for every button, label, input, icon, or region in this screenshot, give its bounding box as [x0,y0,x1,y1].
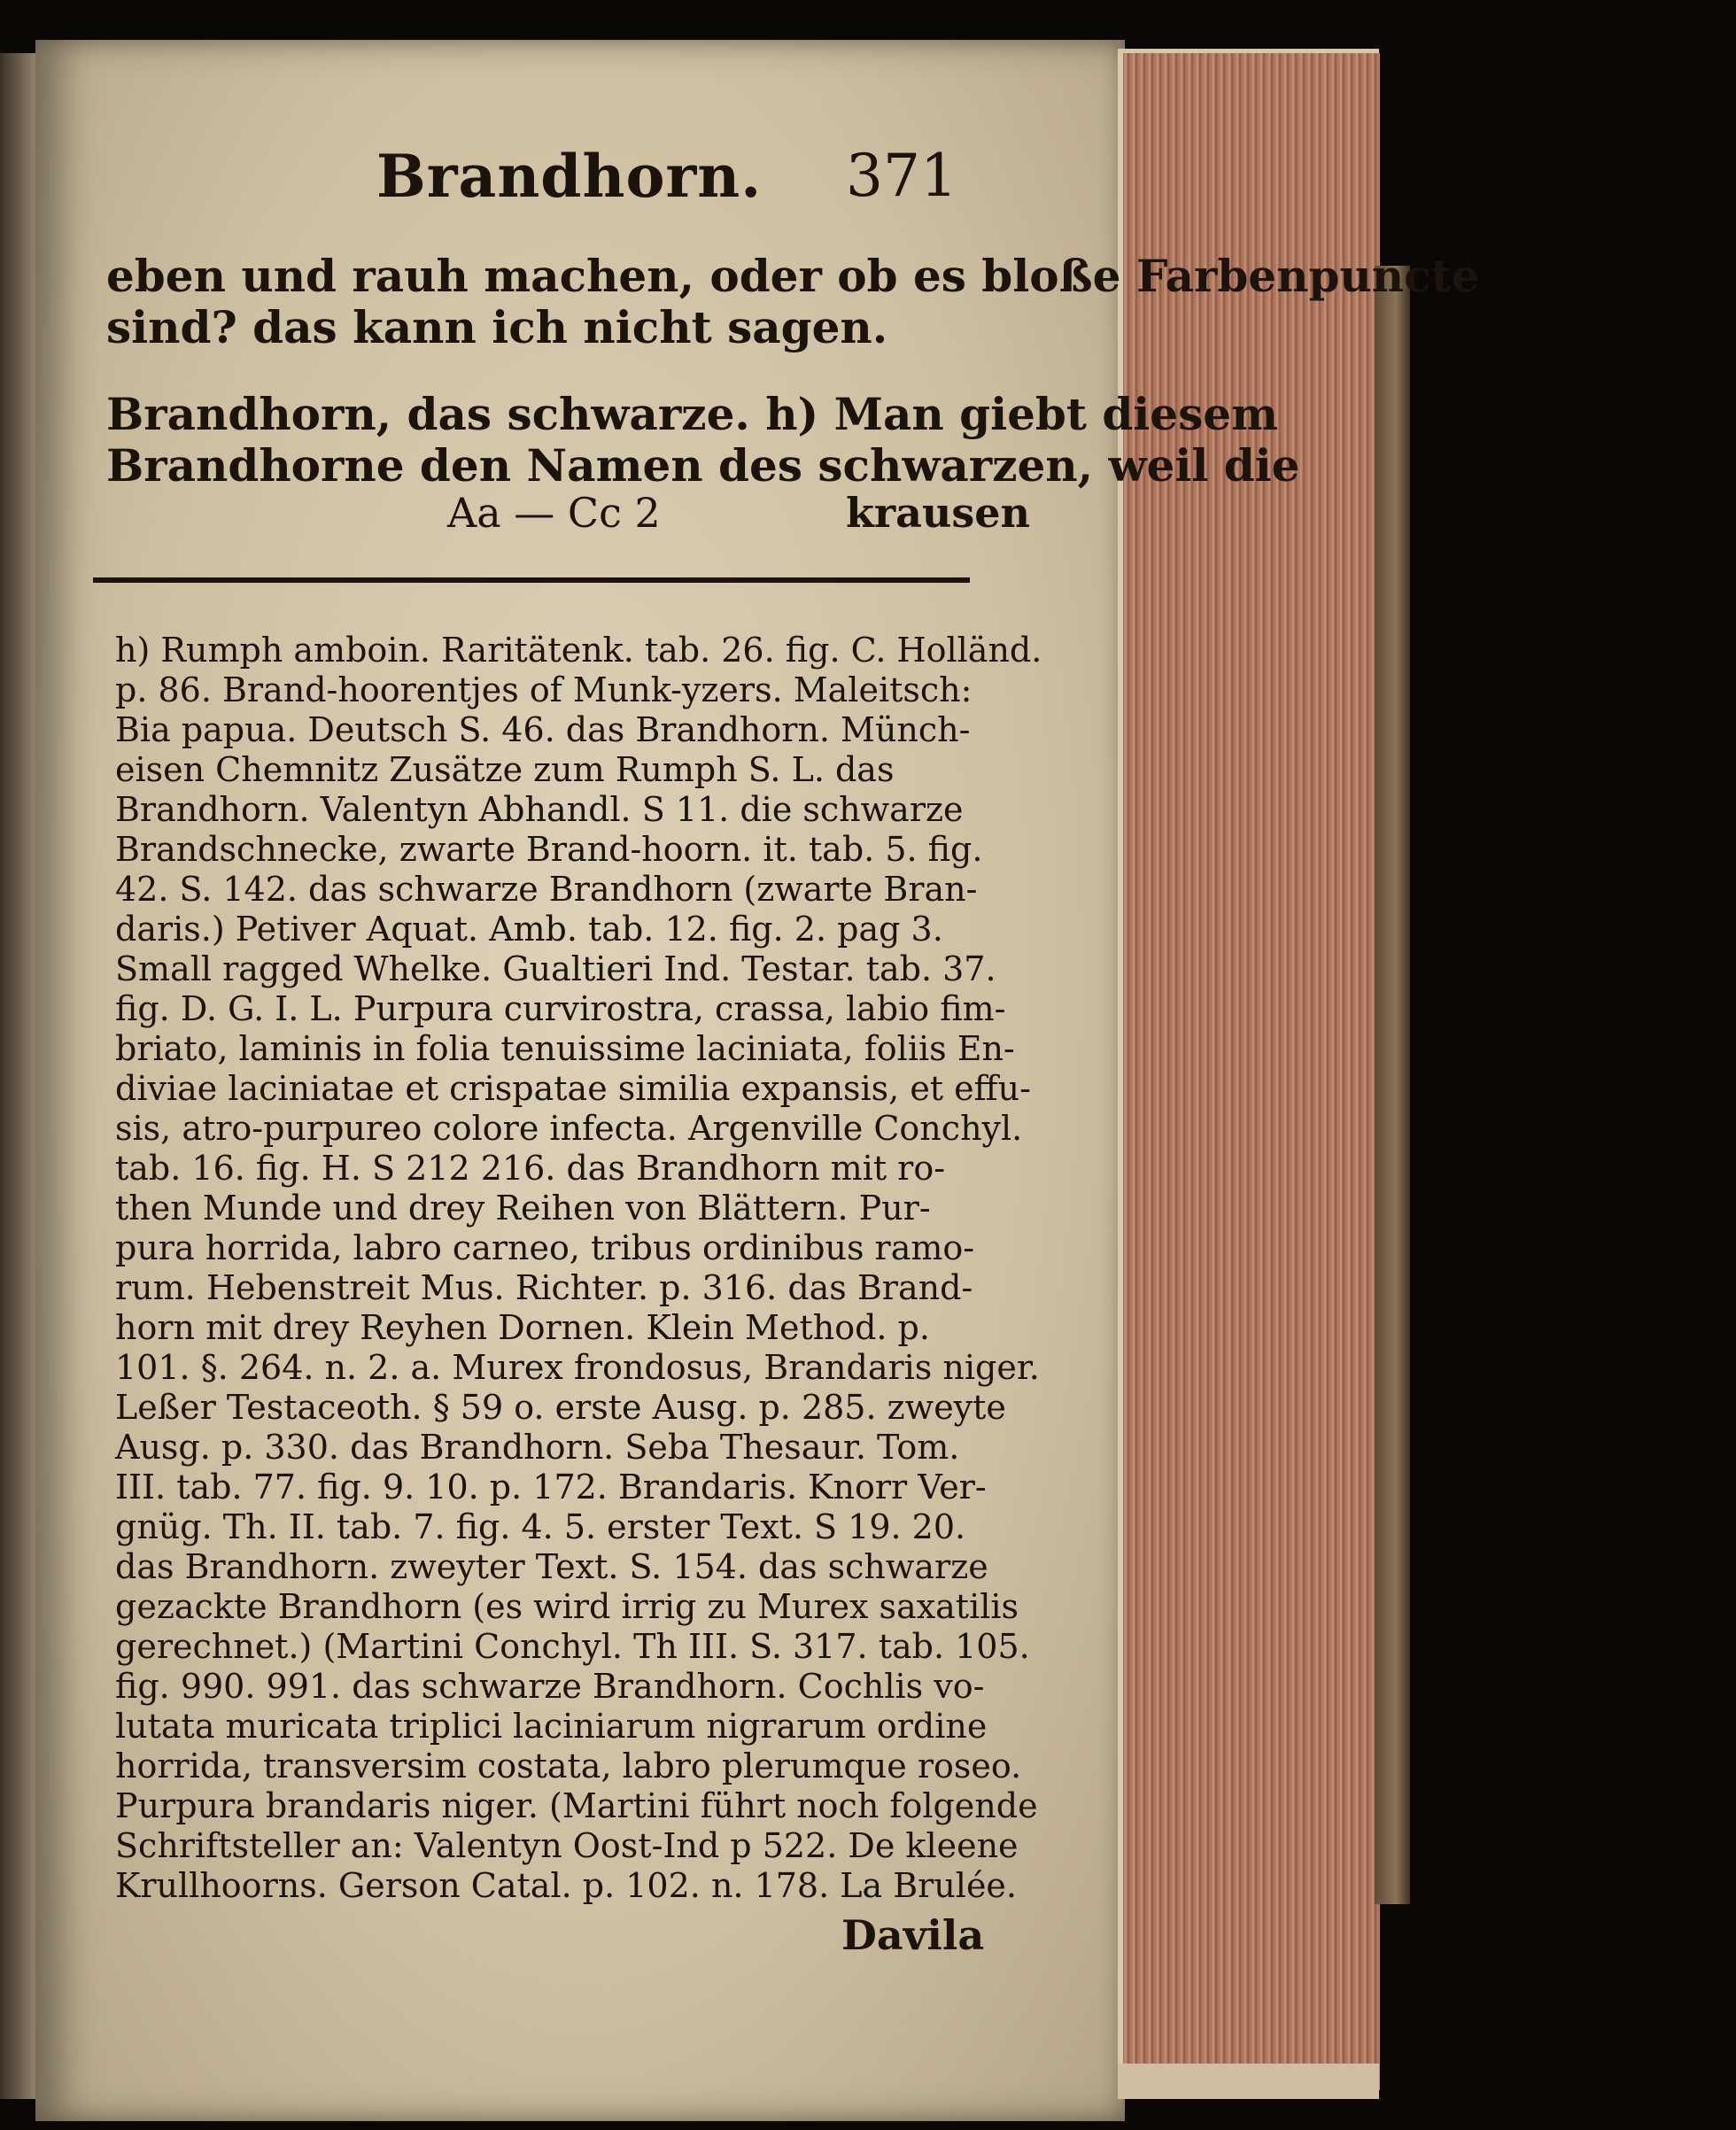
footnote-line: gezackte Brandhorn (es wird irrig zu Murex saxatilis [115,1587,1019,1626]
body-line: sind? das kann ich nicht sagen. [106,301,888,353]
signature-mark: Aa — Cc 2 [447,489,661,537]
page-number: 371 [846,142,957,210]
footnote-line: horrida, transversim costata, labro plerumque roseo. [115,1747,1022,1785]
footnote-line: then Munde und drey Reihen von Blättern. Pur- [115,1189,931,1228]
footnote-line: h) Rumph amboin. Raritätenk. tab. 26. fig. C. Holländ. [115,631,1042,670]
footnote-line: p. 86. Brand-hoorentjes of Munk-yzers. Maleitsch: [115,670,973,709]
footnote-line: tab. 16. fig. H. S 212 216. das Brandhorn mit ro- [115,1149,946,1188]
footnote-rule [93,577,970,583]
body-line: Brandhorne den Namen des schwarzen, weil die [106,439,1300,492]
body-line: eben und rauh machen, oder ob es bloße Farbenpuncte [106,250,1480,302]
footnote-line: fig. 990. 991. das schwarze Brandhorn. Cochlis vo- [115,1667,985,1706]
running-head: Brandhorn. [376,142,763,211]
footnote-line: eisen Chemnitz Zusätze zum Rumph S. L. das [115,750,895,789]
footnote-line: Brandhorn. Valentyn Abhandl. S 11. die schwarze [115,790,964,829]
footnote-line: Brandschnecke, zwarte Brand-hoorn. it. tab. 5. fig. [115,830,983,869]
footnote-line: rum. Hebenstreit Mus. Richter. p. 316. das Brand- [115,1268,973,1307]
footnote-catchword: Davila [841,1911,985,1959]
footnote-line: Small ragged Whelke. Gualtieri Ind. Testar. tab. 37. [115,949,996,988]
footnote-line: Bia papua. Deutsch S. 46. das Brandhorn. Münch- [115,710,971,749]
footnote-line: diviae laciniatae et crispatae similia expansis, et effu- [115,1069,1031,1108]
footnote-line: sis, atro-purpureo colore infecta. Argenville Conchyl. [115,1109,1023,1148]
footnote-line: III. tab. 77. fig. 9. 10. p. 172. Brandaris. Knorr Ver- [115,1468,987,1506]
footnote-line: lutata muricata triplici laciniarum nigrarum ordine [115,1707,988,1746]
footnote-line: gerechnet.) (Martini Conchyl. Th III. S. 317. tab. 105. [115,1627,1030,1666]
footnote-line: briato, laminis in folia tenuissime laciniata, foliis En- [115,1029,1015,1068]
footnote-line: gnüg. Th. II. tab. 7. fig. 4. 5. erster Text. S 19. 20. [115,1507,966,1546]
footnote-line: pura horrida, labro carneo, tribus ordinibus ramo- [115,1228,975,1267]
catchword: krausen [846,489,1030,537]
footnote-line: Ausg. p. 330. das Brandhorn. Seba Thesaur. Tom. [115,1428,960,1467]
footnote-line: 42. S. 142. das schwarze Brandhorn (zwarte Bran- [115,870,978,909]
footnote-line: horn mit drey Reyhen Dornen. Klein Method. p. [115,1308,930,1347]
footnote-line: Leßer Testaceoth. § 59 o. erste Ausg. p. 285. zweyte [115,1388,1006,1427]
footnote-line: das Brandhorn. zweyter Text. S. 154. das schwarze [115,1547,988,1586]
body-line: Brandhorn, das schwarze. h) Man giebt diesem [106,388,1278,440]
footnote-line: 101. §. 264. n. 2. a. Murex frondosus, Brandaris niger. [115,1348,1040,1387]
footnote-line: daris.) Petiver Aquat. Amb. tab. 12. fig. 2. pag 3. [115,910,943,949]
footnote-line: Purpura brandaris niger. (Martini führt noch folgende [115,1786,1038,1825]
footnote-line: fig. D. G. I. L. Purpura curvirostra, crassa, labio fim- [115,989,1006,1028]
footnote-line: Schriftsteller an: Valentyn Oost-Ind p 522. De kleene [115,1826,1019,1865]
footnote-line: Krullhoorns. Gerson Catal. p. 102. n. 178. La Brulée. [115,1866,1018,1905]
